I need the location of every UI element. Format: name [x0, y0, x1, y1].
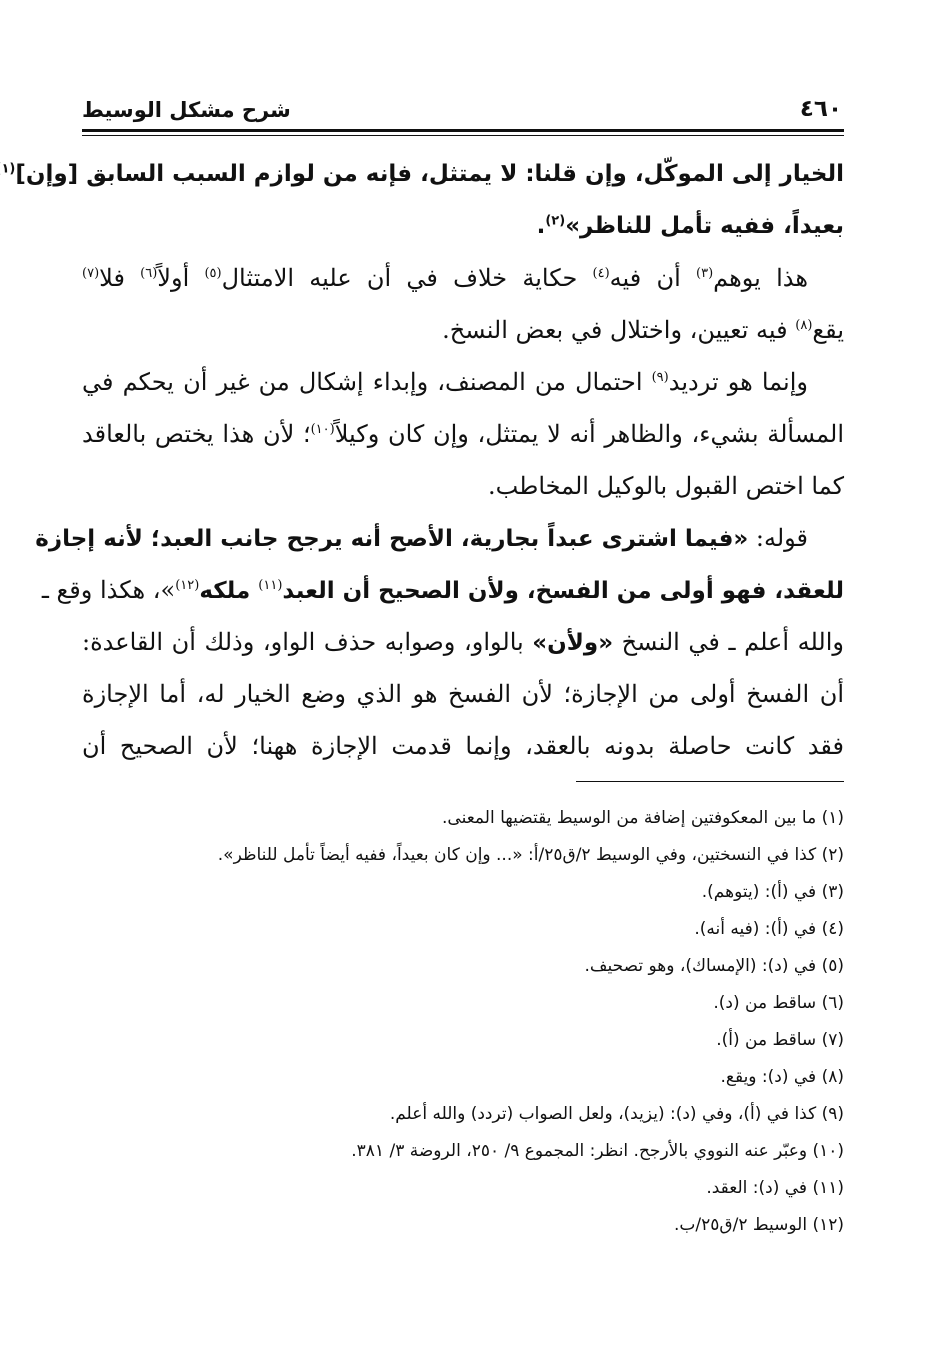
text-line-2: بعيداً، ففيه تأمل للناظر»$^{(٢)}$. [536, 213, 844, 239]
text-line-10: والله أعلم ـ في النسخ «ولأن» بالواو، وصوابه حذف الواو، وذلك أن القاعدة: [82, 628, 844, 656]
footnote-6: (٦) ساقط من (د). [713, 993, 844, 1013]
footnotes [82, 800, 844, 1244]
running-title: شرح مشكل الوسيط [82, 98, 291, 122]
text-line-6: المسألة بشيء، والظاهر أنه لا يمتثل، وإن كان وكيلاً$^{(١٠)}$؛ لأن هذا يختص بالعاقد [82, 420, 844, 448]
text-line-12: فقد كانت حاصلة بدونه بالعقد، وإنما قدمت الإجازة ههنا؛ لأن الصحيح أن [82, 732, 844, 760]
footnote-separator [576, 781, 844, 782]
footnote-3: (٣) في (أ): (يتوهم). [701, 882, 844, 902]
text-line-1: الخيار إلى الموكّل، وإن قلنا: لا يمتثل، فإنه من لوازم السبب السابق [وإن]$^{(١}$ [1, 161, 844, 187]
footnote-8: (٨) في (د): ويقع. [720, 1067, 844, 1087]
text-line-8: قوله: «فيما اشترى عبداً بجارية، الأصح أنه يرجح جانب العبد؛ لأنه إجازة [35, 524, 808, 552]
text-line-5: وإنما هو ترديد$^{(٩)}$ احتمال من المصنف، وإبداء إشكال من غير أن يحكم في [82, 368, 808, 396]
page-header [82, 96, 842, 126]
text-line-4: يقع$^{(٨)}$ فيه تعيين، واختلال في بعض النسخ. [442, 316, 844, 344]
footnote-1: (١) ما بين المعكوفتين إضافة من الوسيط يقتضيها المعنى. [442, 808, 844, 828]
header-rule-thick [82, 129, 844, 132]
footnote-11: (١١) في (د): العقد. [706, 1178, 844, 1198]
footnote-7: (٧) ساقط من (أ). [716, 1030, 844, 1050]
page-number: ٤٦٠ [799, 96, 842, 122]
text-line-9: للعقد، فهو أولى من الفسخ، ولأن الصحيح أن العبد$^{(١١)}$ ملكه$^{(١٢)}$»، هكذا وقع ـ [41, 576, 844, 604]
footnote-12: (١٢) الوسيط ٢/ق٢٥/ب. [673, 1215, 844, 1235]
footnote-10: (١٠) وعبّر عنه النووي بالأرجح. انظر: المجموع ٩/ ٢٥٠، الروضة ٣/ ٣٨١. [351, 1141, 844, 1161]
text-line-3: هذا يوهم$^{(٣)}$ أن فيه$^{(٤)}$ حكاية خلاف في أن عليه الامتثال$^{(٥)}$ أولاً$^{(٦)}$ فلا$^{(٧)}$ [82, 264, 808, 292]
text-line-11: أن الفسخ أولى من الإجازة؛ لأن الفسخ هو الذي وضع الخيار له، أما الإجازة [82, 680, 844, 708]
text-line-7: كما اختص القبول بالوكيل المخاطب. [488, 472, 844, 500]
footnote-4: (٤) في (أ): (فيه أنه). [694, 919, 844, 939]
header-rule-thin [82, 135, 844, 136]
footnote-2: (٢) كذا في النسختين، وفي الوسيط ٢/ق٢٥/أ: «... وإن كان بعيداً، ففيه أيضاً تأمل للناظر». [217, 845, 844, 865]
footnote-9: (٩) كذا في (أ)، وفي (د): (يزيد)، ولعل الصواب (تردد) والله أعلم. [389, 1104, 844, 1124]
body-text [1, 148, 844, 772]
footnote-5: (٥) في (د): (الإمساك)، وهو تصحيف. [584, 956, 844, 976]
